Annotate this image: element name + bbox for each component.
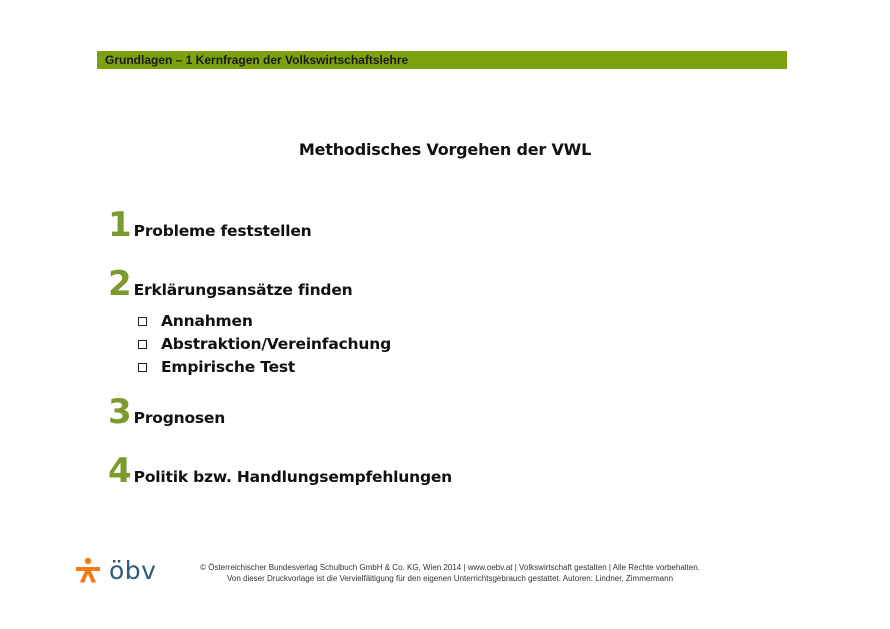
logo-wordmark: öbv (109, 555, 157, 585)
checkbox-square-icon (138, 363, 147, 372)
step-number: 1 (108, 205, 131, 245)
step-3 (108, 392, 226, 432)
step-number: 4 (108, 451, 131, 491)
list-item (138, 355, 391, 378)
list-item (138, 309, 391, 332)
step-label: Erklärungsansätze finden (133, 281, 353, 299)
step-label: Politik bzw. Handlungsempfehlungen (133, 468, 453, 486)
list-item (138, 332, 391, 355)
header-title: Grundlagen – 1 Kernfragen der Volkswirtschaftslehre (105, 53, 409, 67)
list-item-text: Annahmen (161, 311, 253, 330)
footer-line-2: Von dieser Druckvorlage ist die Vervielfältigung für den eigenen Unterrichtsgebrauch gestattet. Autoren: Lindner, Zimmermann (226, 574, 674, 583)
step-label: Prognosen (133, 409, 226, 427)
step-4 (108, 451, 453, 491)
checkbox-square-icon (138, 317, 147, 326)
footer-line-1: © Österreichischer Bundesverlag Schulbuch GmbH & Co. KG, Wien 2014 | www.oebv.at | Volkswirtschaft gestalten | Alle Rechte vorbehalten. (200, 563, 700, 572)
page-title: Methodisches Vorgehen der VWL (298, 140, 592, 159)
footer-copyright (180, 562, 720, 584)
oebv-star-icon (75, 557, 101, 583)
step-number: 3 (108, 392, 131, 432)
list-item-text: Abstraktion/Vereinfachung (161, 334, 391, 353)
step-1 (108, 205, 312, 245)
publisher-logo (75, 557, 156, 583)
header-bar (97, 51, 787, 69)
checkbox-square-icon (138, 340, 147, 349)
sub-item-list (138, 309, 391, 378)
step-number: 2 (108, 264, 131, 304)
step-label: Probleme feststellen (133, 222, 312, 240)
step-2 (108, 264, 353, 304)
list-item-text: Empirische Test (161, 357, 296, 376)
